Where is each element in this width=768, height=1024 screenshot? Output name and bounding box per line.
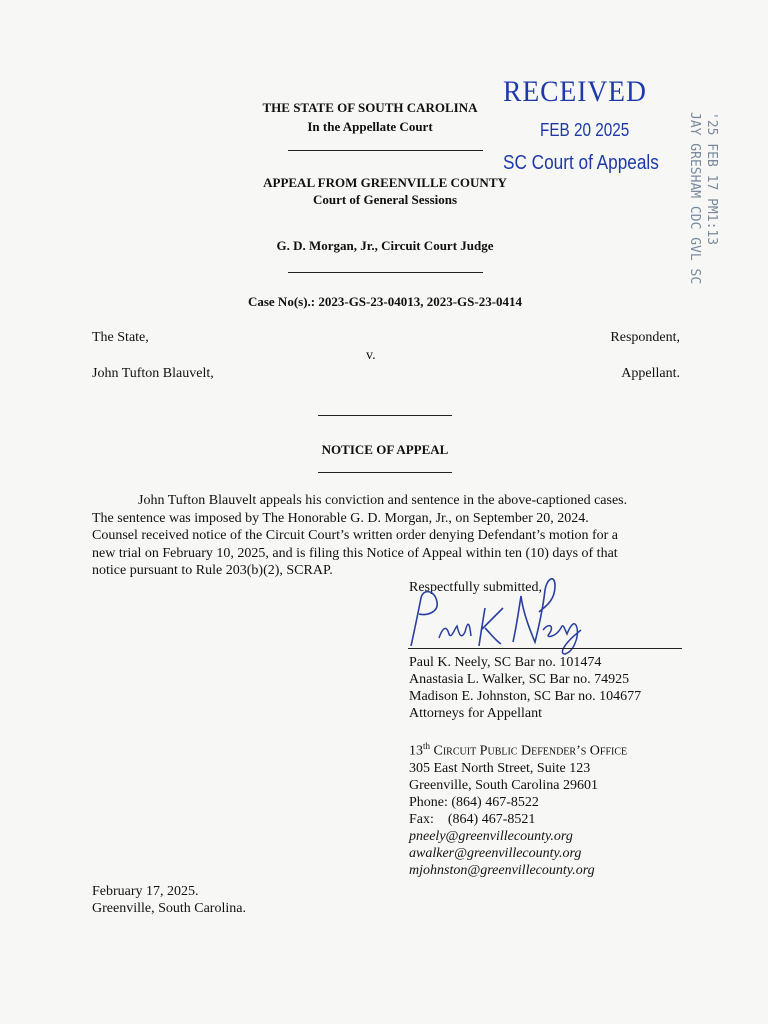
email-link[interactable]: mjohnston@greenvillecounty.org — [409, 862, 595, 878]
office-fax-number: (864) 467-8521 — [447, 811, 536, 827]
case-numbers: Case No(s).: 2023-GS-23-04013, 2023-GS-23-0414 — [247, 294, 523, 309]
office-fax-label: Fax: — [409, 811, 434, 827]
notice-body — [92, 492, 692, 580]
office-name — [409, 738, 627, 760]
email-link[interactable]: pneely@greenvillecounty.org — [409, 828, 573, 844]
office-address-1: 305 East North Street, Suite 123 — [409, 760, 591, 776]
filed-stamp — [704, 112, 726, 302]
caption-party-2: John Tufton Blauvelt, — [92, 366, 214, 381]
attorney-line: Anastasia L. Walker, SC Bar no. 74925 — [409, 672, 630, 687]
received-stamp-title: RECEIVED — [503, 75, 647, 108]
body-line: The sentence was imposed by The Honorable G. D. Morgan, Jr., on September 20, 2024. — [92, 510, 589, 526]
header-rule-2 — [288, 272, 483, 273]
attorney-line: Madison E. Johnston, SC Bar no. 104677 — [409, 689, 642, 704]
lower-court-heading: Court of General Sessions — [312, 192, 458, 207]
caption-versus: v. — [366, 348, 376, 363]
state-heading: THE STATE OF SOUTH CAROLINA — [262, 100, 478, 115]
office-fax — [409, 811, 627, 828]
footer-date: February 17, 2025. — [92, 884, 199, 899]
signature — [405, 568, 595, 658]
body-line: John Tufton Blauvelt appeals his conviction and sentence in the above-captioned cases. — [138, 493, 628, 508]
filed-stamp-time: '25 FEB 17 PM1:13 — [704, 112, 719, 246]
judge-heading: G. D. Morgan, Jr., Circuit Court Judge — [276, 238, 494, 253]
received-stamp — [503, 76, 673, 108]
body-line: notice pursuant to Rule 203(b)(2), SCRAP. — [92, 563, 333, 578]
caption-party-1: The State, — [92, 330, 149, 345]
document-title: NOTICE OF APPEAL — [321, 442, 449, 457]
office-block — [409, 738, 627, 879]
signature-line — [408, 648, 682, 649]
closing: Respectfully submitted, — [409, 580, 542, 595]
caption-role-1: Respondent, — [610, 330, 680, 345]
title-rule-top — [318, 415, 452, 416]
footer-place: Greenville, South Carolina. — [92, 901, 246, 916]
caption-role-2: Appellant. — [621, 366, 680, 381]
email-link[interactable]: awalker@greenvillecounty.org — [409, 845, 582, 861]
title-rule-bottom — [318, 472, 452, 473]
appeal-from-heading: APPEAL FROM GREENVILLE COUNTY — [263, 175, 507, 190]
office-name-text: Circuit Public Defender’s Office — [433, 743, 628, 759]
office-address-2: Greenville, South Carolina 29601 — [409, 777, 598, 793]
office-ordinal-suffix: th — [423, 741, 431, 751]
body-line: Counsel received notice of the Circuit Court’s written order denying Defendant’s motion for a — [92, 528, 619, 543]
filed-stamp-clerk-text: JAY GRESHAM CDC GVL SC — [687, 112, 702, 285]
body-line: new trial on February 10, 2025, and is filing this Notice of Appeal within ten (10) days of that — [92, 545, 618, 561]
filed-stamp-clerk — [687, 112, 707, 312]
office-phone: Phone: (864) 467-8522 — [409, 794, 539, 810]
attorney-line: Paul K. Neely, SC Bar no. 101474 — [409, 655, 602, 670]
signature-image — [405, 568, 595, 658]
received-stamp-date: FEB 20 2025 — [540, 120, 630, 140]
header-rule-1 — [288, 150, 483, 151]
office-ordinal-number: 13 — [409, 743, 423, 759]
court-heading: In the Appellate Court — [307, 119, 433, 134]
attorney-list — [409, 654, 641, 722]
received-stamp-court: SC Court of Appeals — [503, 152, 659, 174]
attorney-role: Attorneys for Appellant — [409, 706, 542, 721]
